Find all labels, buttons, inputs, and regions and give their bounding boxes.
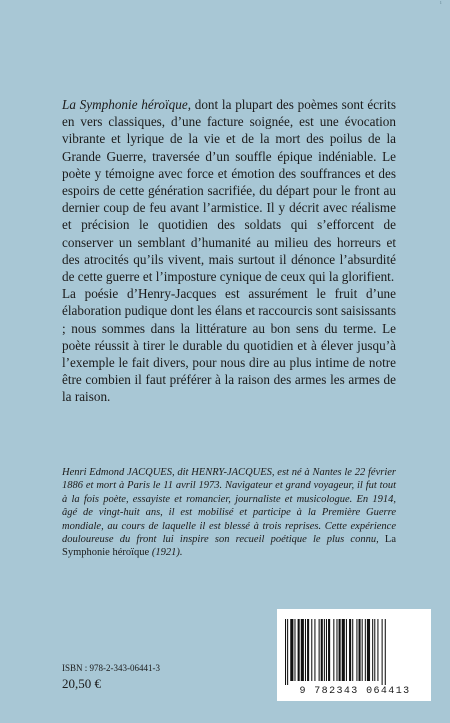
barcode-bar xyxy=(319,619,320,681)
barcode-bar xyxy=(328,619,330,681)
barcode-bar xyxy=(326,619,327,681)
barcode-bar xyxy=(342,619,345,681)
barcode-bar xyxy=(287,619,288,685)
barcode-digits: 9 782343 064413 xyxy=(299,686,411,697)
author-bio-body: Henri Edmond JACQUES, dit HENRY-JACQUES, est né à Nantes le 22 février 1886 et mort à Paris le 11 avril 1973. Navigateur et grand voyageur, il fut tout à la fois poète, essayiste et romancier, journaliste et musicologue. En 1914, âgé de vingt-huit ans, il est mobilisé et participe à la Première Guerre mondiale, au cours de laquelle il est blessé à trois reprises. Cette expérience douloureuse du front lui inspire son recueil poétique le plus connu, xyxy=(62,467,396,546)
barcode-bar xyxy=(314,619,315,681)
barcode-bar xyxy=(382,619,383,685)
author-bio-book-title: La Symphonie héroïque xyxy=(62,534,396,559)
barcode-bar xyxy=(305,619,306,681)
barcode-bars xyxy=(285,619,423,685)
corner-mark: ı xyxy=(440,0,442,6)
barcode-bar xyxy=(290,619,293,681)
barcode-bar xyxy=(307,619,309,681)
barcode-bar xyxy=(298,619,300,681)
blurb-paragraph-1 xyxy=(62,96,396,285)
blurb-text xyxy=(62,96,396,406)
barcode-bar xyxy=(356,619,357,681)
blurb-paragraph-1-body: , dont la plupart des poèmes sont écrits en vers classiques, d’une facture soignée, est une évocation vibrante et lyrique de la vie et de la mort des poilus de la Grande Guerre, traversée d’un souffle épique indéniable. Le poète y témoigne avec force et émotion des souffrances et des espoirs de cette génération sacrifiée, du départ pour le front au dernier coup de feu avant l’armistice. Il y décrit avec réalisme et précision le quotidien des soldats qui s’efforcent de conserver un semblant d’humanité au milieu des horreurs et des atrocités qu’ils vivent, mais surtout il dénonce l’absurdité de cette guerre et l’imposture cynique de ceux qui la glorifient. xyxy=(62,97,396,285)
author-bio-year: (1921). xyxy=(149,547,183,559)
author-bio xyxy=(62,466,396,560)
barcode-bar xyxy=(367,619,370,681)
barcode-bar xyxy=(336,619,337,681)
barcode-bar xyxy=(365,619,366,681)
barcode-bar xyxy=(301,619,304,681)
barcode-bar xyxy=(372,619,373,681)
blurb-paragraph-2: La poésie d’Henry-Jacques est assurément le fruit d’une élaboration pudique dont les élans et raccourcis sont saisissants ; nous sommes dans la littérature au bon sens du terme. Le poète réussit à tirer le durable du quotidien et à élever jusqu’à l’exemple le fait divers, pour nous dire au plus intime de notre être combien il faut préférer à la raison des armes les armes de la raison. xyxy=(62,286,397,405)
barcode-bar xyxy=(374,619,375,681)
barcode-bar xyxy=(377,619,378,681)
barcode-bar xyxy=(285,619,286,685)
book-title: La Symphonie héroïque xyxy=(62,97,188,112)
barcode-bar xyxy=(362,619,363,681)
barcode-bar xyxy=(349,619,351,681)
isbn: ISBN : 978-2-343-06441-3 xyxy=(62,663,160,673)
price: 20,50 € xyxy=(62,676,101,691)
barcode xyxy=(277,609,431,701)
barcode-bar xyxy=(294,619,295,681)
barcode-bar xyxy=(333,619,334,681)
barcode-bar xyxy=(339,619,341,681)
barcode-bar xyxy=(385,619,386,685)
barcode-bar xyxy=(359,619,361,681)
barcode-bar xyxy=(324,619,325,681)
barcode-bar xyxy=(321,619,323,681)
barcode-bar xyxy=(311,619,312,681)
barcode-bar xyxy=(352,619,353,681)
barcode-bar xyxy=(346,619,347,681)
